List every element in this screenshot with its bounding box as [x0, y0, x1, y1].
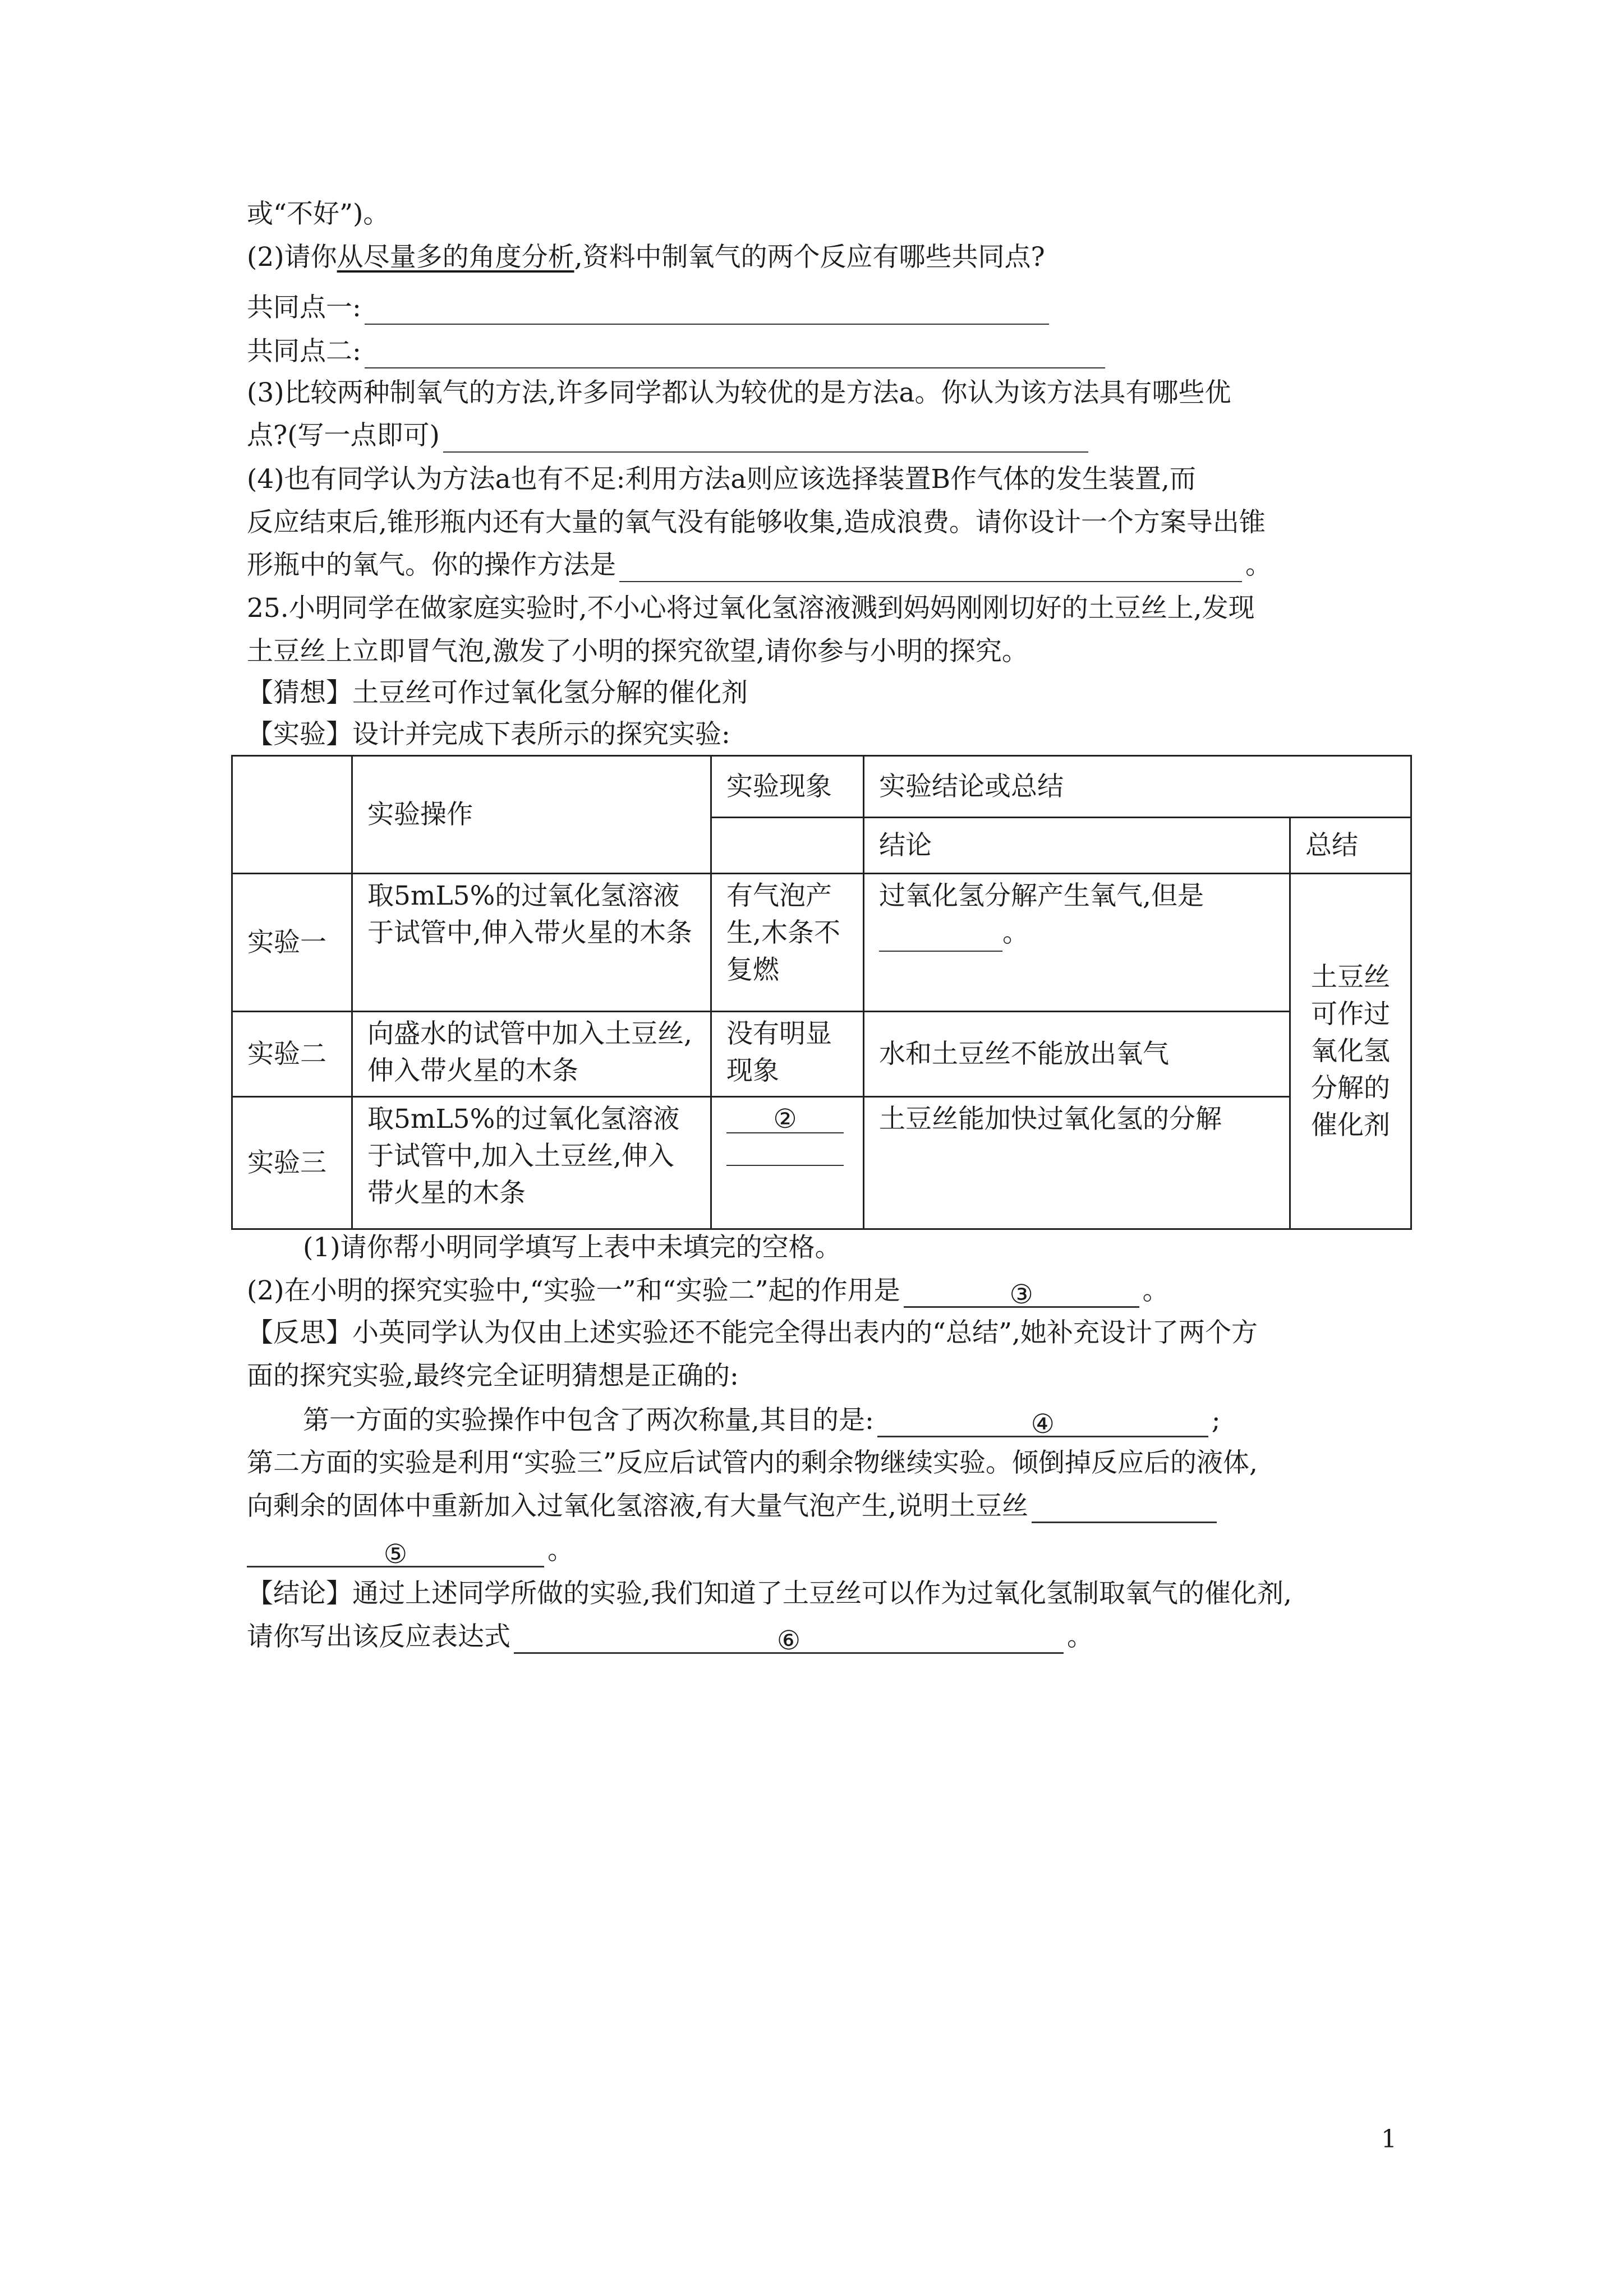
header-operation: 实验操作	[352, 756, 711, 874]
answer-blank[interactable]	[1032, 1497, 1217, 1523]
line-text: 【结论】通过上述同学所做的实验,我们知道了土豆丝可以作为过氧化氢制取氧气的催化剂,	[247, 1578, 1292, 1609]
reflection-first-aspect	[303, 1404, 1221, 1440]
header-phenomenon: 实验现象	[711, 756, 864, 818]
question-25	[247, 592, 1255, 625]
line-text: 共同点一:	[247, 292, 361, 323]
line-text: (3)比较两种制氧气的方法,许多同学都认为较优的是方法a。你认为该方法具有哪些优	[247, 377, 1231, 408]
blank-marker: ③	[1009, 1279, 1033, 1310]
answer-blank[interactable]	[619, 556, 1242, 582]
line-text: 【反思】小英同学认为仅由上述实验还不能完全得出表内的“总结”,她补充设计了两个方	[247, 1317, 1258, 1348]
line-text: ,资料中制氧气的两个反应有哪些共同点?	[574, 242, 1045, 273]
summary-cell: 土豆丝可作过氧化氢分解的催化剂	[1290, 874, 1411, 1229]
common-point-2	[247, 335, 1108, 368]
conclusion-text: 。	[1002, 918, 1029, 948]
table-row	[232, 874, 1411, 1012]
operation-cell: 向盛水的试管中加入土豆丝,伸入带火星的木条	[352, 1012, 711, 1097]
sub-question-2	[247, 1274, 1169, 1308]
reflection-second-aspect	[247, 1446, 1258, 1480]
line-text: 。	[1067, 1621, 1093, 1652]
blank-marker: ④	[1030, 1409, 1055, 1440]
question-3-cont	[247, 419, 1092, 453]
experiment-intro	[247, 718, 730, 751]
row-label: 实验一	[232, 874, 352, 1012]
answer-blank[interactable]	[726, 1101, 844, 1133]
page-number: 1	[1381, 2125, 1397, 2154]
common-point-1	[247, 291, 1052, 325]
line-text: 向剩余的固体中重新加入过氧化氢溶液,有大量气泡产生,说明土豆丝	[247, 1491, 1028, 1522]
line-text: 【猜想】土豆丝可作过氧化氢分解的催化剂	[247, 677, 748, 708]
reflection-second-aspect-cont	[247, 1490, 1220, 1523]
conclusion-cell: 水和土豆丝不能放出氧气	[864, 1012, 1290, 1097]
reflection-answer	[247, 1534, 574, 1570]
experiment-table	[231, 755, 1412, 1230]
conclusion-text: 过氧化氢分解产生氧气,但是	[879, 880, 1204, 911]
blank-marker: ⑤	[383, 1539, 408, 1570]
answer-blank[interactable]	[877, 1409, 1208, 1440]
conclusion-cell: 土豆丝能加快过氧化氢的分解	[864, 1097, 1290, 1229]
phenomenon-cell	[711, 1097, 864, 1229]
sub-question-1	[303, 1231, 841, 1265]
line-text: 形瓶中的氧气。你的操作方法是	[247, 550, 616, 580]
operation-cell: 取5mL5%的过氧化氢溶液于试管中,加入土豆丝,伸入带火星的木条	[352, 1097, 711, 1229]
answer-blank[interactable]	[365, 299, 1049, 325]
line-text: 【实验】设计并完成下表所示的探究实验:	[247, 719, 730, 750]
line-text: 第二方面的实验是利用“实验三”反应后试管内的剩余物继续实验。倾倒掉反应后的液体,	[247, 1447, 1258, 1478]
line-text: 。	[548, 1535, 574, 1566]
table-row	[232, 1097, 1411, 1229]
answer-blank[interactable]	[514, 1625, 1064, 1656]
line-text: 面的探究实验,最终完全证明猜想是正确的:	[247, 1361, 739, 1391]
conclusion	[247, 1577, 1292, 1611]
reflection-cont	[247, 1359, 739, 1393]
header-conclusion: 结论	[864, 818, 1290, 874]
line-text: 土豆丝上立即冒气泡,激发了小明的探究欲望,请你参与小明的探究。	[247, 636, 1028, 667]
line-text: 25.小明同学在做家庭实验时,不小心将过氧化氢溶液溅到妈妈刚刚切好的土豆丝上,发现	[247, 593, 1255, 624]
line-text: 点?(写一点即可)	[247, 420, 440, 451]
blank-marker: ⑥	[776, 1625, 801, 1656]
line-text: 请你写出该反应表达式	[247, 1621, 510, 1652]
question-25-cont	[247, 635, 1028, 668]
question-3	[247, 376, 1231, 410]
header-empty	[711, 818, 864, 874]
header-conclusion-summary: 实验结论或总结	[864, 756, 1411, 818]
hypothesis	[247, 676, 748, 710]
answer-blank[interactable]	[726, 1133, 844, 1166]
header-summary: 总结	[1290, 818, 1411, 874]
question-4	[247, 463, 1196, 496]
answer-blank[interactable]	[443, 427, 1088, 453]
table-row	[232, 1012, 1411, 1097]
reflection	[247, 1316, 1258, 1350]
question-4-answer	[247, 548, 1272, 582]
phenomenon-cell: 没有明显现象	[711, 1012, 864, 1097]
answer-blank[interactable]	[904, 1281, 1139, 1308]
line-text: 第一方面的实验操作中包含了两次称量,其目的是:	[303, 1405, 874, 1436]
answer-blank[interactable]	[247, 1539, 544, 1570]
line-text: 。	[1142, 1275, 1169, 1306]
line-text: ;	[1211, 1405, 1221, 1436]
conclusion-cont	[247, 1620, 1093, 1654]
text-line	[247, 197, 389, 231]
row-label: 实验三	[232, 1097, 352, 1229]
line-text: (2)在小明的探究实验中,“实验一”和“实验二”起的作用是	[247, 1275, 900, 1306]
phenomenon-cell: 有气泡产生,木条不复燃	[711, 874, 864, 1012]
underlined-text: 从尽量多的角度分析	[337, 242, 574, 273]
answer-blank[interactable]	[365, 343, 1105, 368]
question-4-cont	[247, 506, 1266, 540]
blank-marker: ②	[773, 1104, 797, 1135]
line-text: 。	[1245, 550, 1272, 580]
question-2	[247, 241, 1045, 274]
line-text: 或“不好”)。	[247, 199, 390, 229]
line-text: 反应结束后,锥形瓶内还有大量的氧气没有能够收集,造成浪费。请你设计一个方案导出锥	[247, 507, 1266, 538]
row-label: 实验二	[232, 1012, 352, 1097]
line-text: (4)也有同学认为方法a也有不足:利用方法a则应该选择装置B作气体的发生装置,而	[247, 464, 1196, 495]
operation-cell: 取5mL5%的过氧化氢溶液于试管中,伸入带火星的木条	[352, 874, 711, 1012]
line-text: (2)请你	[247, 242, 337, 273]
answer-blank[interactable]	[879, 923, 1002, 952]
header-empty	[232, 756, 352, 874]
conclusion-cell	[864, 874, 1290, 1012]
line-text: 共同点二:	[247, 336, 361, 367]
line-text: (1)请你帮小明同学填写上表中未填完的空格。	[303, 1232, 841, 1263]
